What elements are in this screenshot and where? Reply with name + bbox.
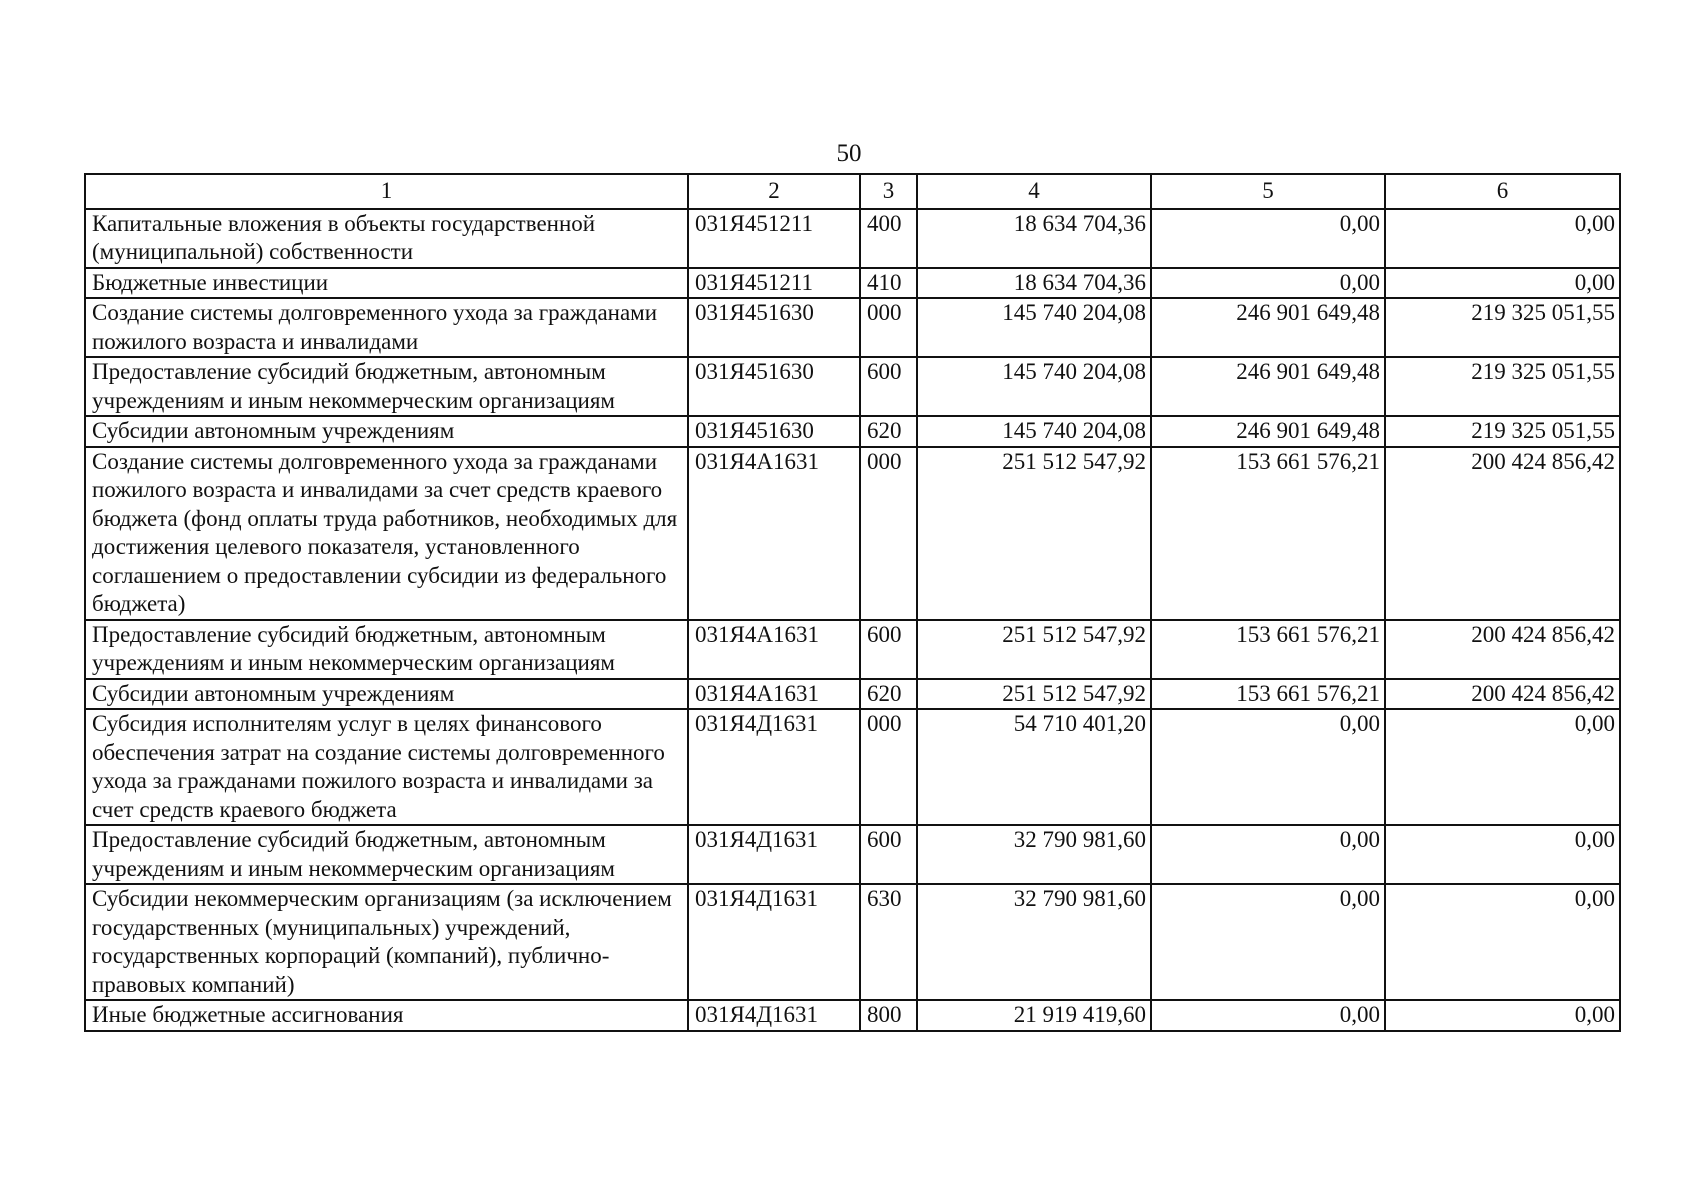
row-amount-col5: 246 901 649,48	[1151, 298, 1385, 357]
row-amount-col6: 219 325 051,55	[1385, 416, 1620, 447]
row-expense-type: 620	[860, 679, 917, 710]
row-amount-col5: 153 661 576,21	[1151, 447, 1385, 620]
table-row	[85, 1000, 1620, 1031]
row-amount-col5: 0,00	[1151, 825, 1385, 884]
row-target-code: 031Я4А1631	[688, 447, 860, 620]
row-target-code: 031Я4А1631	[688, 620, 860, 679]
column-header-6: 6	[1385, 174, 1620, 209]
row-expense-type: 000	[860, 298, 917, 357]
row-amount-col5: 0,00	[1151, 1000, 1385, 1031]
row-expense-type: 600	[860, 620, 917, 679]
row-expense-type: 600	[860, 825, 917, 884]
row-amount-col4: 145 740 204,08	[917, 416, 1151, 447]
row-target-code: 031Я451630	[688, 298, 860, 357]
table-row	[85, 825, 1620, 884]
table-row	[85, 209, 1620, 268]
row-amount-col6: 0,00	[1385, 709, 1620, 825]
column-header-3: 3	[860, 174, 917, 209]
table-row	[85, 268, 1620, 299]
row-amount-col6: 0,00	[1385, 268, 1620, 299]
table-row	[85, 447, 1620, 620]
row-amount-col4: 145 740 204,08	[917, 298, 1151, 357]
row-amount-col4: 251 512 547,92	[917, 679, 1151, 710]
table-header-row	[85, 174, 1620, 209]
row-amount-col5: 153 661 576,21	[1151, 620, 1385, 679]
row-expense-type: 600	[860, 357, 917, 416]
row-expense-type: 620	[860, 416, 917, 447]
row-name: Бюджетные инвестиции	[85, 268, 688, 299]
table-row	[85, 357, 1620, 416]
row-name: Предоставление субсидий бюджетным, автономным учреждениям и иным некоммерческим организациям	[85, 620, 688, 679]
row-amount-col4: 32 790 981,60	[917, 825, 1151, 884]
row-name: Субсидии некоммерческим организациям (за исключением государственных (муниципальных) учреждений, государственных корпораций (компаний), публично-правовых компаний)	[85, 884, 688, 1000]
column-header-2: 2	[688, 174, 860, 209]
row-amount-col5: 246 901 649,48	[1151, 416, 1385, 447]
table-row	[85, 884, 1620, 1000]
budget-table	[84, 173, 1621, 1032]
table-row	[85, 416, 1620, 447]
row-amount-col6: 0,00	[1385, 825, 1620, 884]
row-expense-type: 410	[860, 268, 917, 299]
table-row	[85, 679, 1620, 710]
row-amount-col4: 54 710 401,20	[917, 709, 1151, 825]
row-expense-type: 630	[860, 884, 917, 1000]
row-amount-col4: 251 512 547,92	[917, 447, 1151, 620]
row-target-code: 031Я451630	[688, 416, 860, 447]
row-amount-col5: 0,00	[1151, 268, 1385, 299]
row-amount-col6: 0,00	[1385, 209, 1620, 268]
row-expense-type: 800	[860, 1000, 917, 1031]
row-amount-col4: 18 634 704,36	[917, 209, 1151, 268]
row-amount-col4: 32 790 981,60	[917, 884, 1151, 1000]
row-target-code: 031Я4Д1631	[688, 825, 860, 884]
row-name: Субсидия исполнителям услуг в целях финансового обеспечения затрат на создание системы долговременного ухода за гражданами пожилого возраста и инвалидами за счет средств краевого бюджета	[85, 709, 688, 825]
row-amount-col4: 145 740 204,08	[917, 357, 1151, 416]
row-amount-col5: 0,00	[1151, 884, 1385, 1000]
row-amount-col4: 251 512 547,92	[917, 620, 1151, 679]
column-header-4: 4	[917, 174, 1151, 209]
table-row	[85, 298, 1620, 357]
row-amount-col5: 246 901 649,48	[1151, 357, 1385, 416]
row-name: Субсидии автономным учреждениям	[85, 416, 688, 447]
row-amount-col4: 21 919 419,60	[917, 1000, 1151, 1031]
row-name: Капитальные вложения в объекты государственной (муниципальной) собственности	[85, 209, 688, 268]
table-row	[85, 620, 1620, 679]
row-name: Предоставление субсидий бюджетным, автономным учреждениям и иным некоммерческим организациям	[85, 357, 688, 416]
row-name: Создание системы долговременного ухода за гражданами пожилого возраста и инвалидами	[85, 298, 688, 357]
row-expense-type: 000	[860, 447, 917, 620]
column-header-1: 1	[85, 174, 688, 209]
row-target-code: 031Я4А1631	[688, 679, 860, 710]
row-name: Иные бюджетные ассигнования	[85, 1000, 688, 1031]
page-number: 50	[836, 140, 862, 167]
row-name: Создание системы долговременного ухода за гражданами пожилого возраста и инвалидами за счет средств краевого бюджета (фонд оплаты труда работников, необходимых для достижения целевого показателя, установленного соглашением о предоставлении субсидии из федерального бюджета)	[85, 447, 688, 620]
row-amount-col6: 0,00	[1385, 1000, 1620, 1031]
row-amount-col5: 0,00	[1151, 709, 1385, 825]
column-header-5: 5	[1151, 174, 1385, 209]
row-amount-col5: 0,00	[1151, 209, 1385, 268]
row-target-code: 031Я451211	[688, 268, 860, 299]
table-row	[85, 709, 1620, 825]
row-name: Предоставление субсидий бюджетным, автономным учреждениям и иным некоммерческим организациям	[85, 825, 688, 884]
row-amount-col4: 18 634 704,36	[917, 268, 1151, 299]
row-target-code: 031Я4Д1631	[688, 709, 860, 825]
row-amount-col6: 200 424 856,42	[1385, 620, 1620, 679]
row-amount-col6: 200 424 856,42	[1385, 679, 1620, 710]
row-amount-col6: 200 424 856,42	[1385, 447, 1620, 620]
row-amount-col6: 0,00	[1385, 884, 1620, 1000]
row-name: Субсидии автономным учреждениям	[85, 679, 688, 710]
row-target-code: 031Я4Д1631	[688, 884, 860, 1000]
row-expense-type: 000	[860, 709, 917, 825]
row-amount-col6: 219 325 051,55	[1385, 357, 1620, 416]
row-target-code: 031Я451211	[688, 209, 860, 268]
row-target-code: 031Я451630	[688, 357, 860, 416]
row-amount-col6: 219 325 051,55	[1385, 298, 1620, 357]
row-expense-type: 400	[860, 209, 917, 268]
row-amount-col5: 153 661 576,21	[1151, 679, 1385, 710]
row-target-code: 031Я4Д1631	[688, 1000, 860, 1031]
